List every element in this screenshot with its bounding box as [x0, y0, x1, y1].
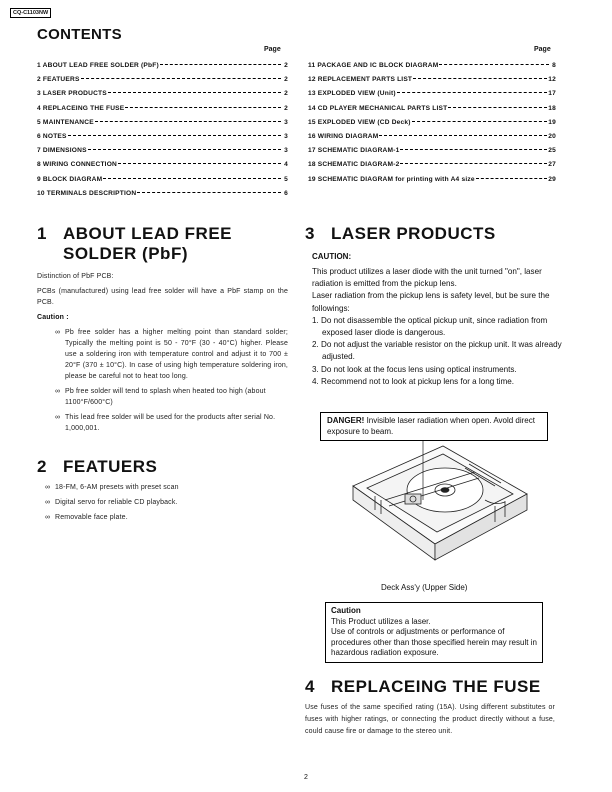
section-3-heading: 3 LASER PRODUCTS	[305, 224, 496, 243]
section-1-body	[37, 271, 288, 434]
toc-entry[interactable]: 13 EXPLODED VIEW (Unit) 17	[308, 90, 556, 98]
bullet-icon: ∞	[45, 514, 51, 521]
section-3-body: This product utilizes a laser diode with the unit turned "on", laser radiation is emitted from the pickup lens. Laser radiation from the pickup lens is safety level, but be sure the followings: 1. Do not disassemble the optical pickup unit, since radiation from exposed laser diode is dangerous. 2. Do not adjust the variable resistor on the pickup unit. It was already adjusted. 3. Do not look at the focus lens using optical instruments. 4. Recommend not to look at pickup lens for a long time.	[312, 266, 562, 388]
toc-entry[interactable]: 10 TERMINALS DESCRIPTION 6	[37, 189, 288, 197]
section-4-heading: 4 REPLACEING THE FUSE	[305, 677, 541, 696]
danger-label: DANGER!	[327, 416, 365, 425]
toc-entry[interactable]: 17 SCHEMATIC DIAGRAM-1 25	[308, 147, 556, 155]
page-column-label-left: Page	[264, 46, 281, 53]
toc-entry[interactable]: 6 NOTES 3	[37, 132, 288, 140]
toc-entry[interactable]: 14 CD PLAYER MECHANICAL PARTS LIST 18	[308, 104, 556, 112]
danger-warning-box: DANGER! Invisible laser radiation when open. Avold direct exposure to beam.	[320, 412, 548, 441]
section-1-heading: 1 ABOUT LEAD FREE SOLDER (PbF)	[37, 224, 232, 263]
list-item: 3. Do not look at the focus lens using optical instruments.	[312, 364, 517, 374]
toc-entry[interactable]: 18 SCHEMATIC DIAGRAM-2 27	[308, 161, 556, 169]
list-item: 2. Do not adjust the variable resistor on the pickup unit. It was already adjusted.	[312, 340, 562, 362]
contents-title: CONTENTS	[37, 26, 122, 43]
toc-entry[interactable]: 4 REPLACEING THE FUSE 2	[37, 104, 288, 112]
section-2-body	[45, 482, 285, 523]
toc-entry[interactable]: 3 LASER PRODUCTS 2	[37, 90, 288, 98]
toc-entry[interactable]: 8 WIRING CONNECTION 4	[37, 161, 288, 169]
list-item: 4. Recommend not to look at pickup lens for a long time.	[312, 376, 514, 386]
caution-label: Caution :	[37, 314, 69, 321]
list-item: 1. Do not disassemble the optical pickup unit, since radiation from exposed laser diode is dangerous.	[312, 315, 548, 338]
pbf-distinction: Distinction of PbF PCB:	[37, 273, 114, 280]
section-2-heading: 2 FEATUERS	[37, 457, 158, 476]
toc-right	[308, 62, 556, 190]
section-4-body: Use fuses of the same specified rating (15A). Using different substitutes or fuses with higher ratings, or connecting the product directly without a fuse, could cause fire or damage to the stereo unit.	[305, 704, 555, 735]
toc-entry[interactable]: 19 SCHEMATIC DIAGRAM for printing with A4 size 29	[308, 175, 556, 183]
toc-left	[37, 62, 288, 204]
toc-entry[interactable]: 9 BLOCK DIAGRAM 5	[37, 175, 288, 183]
toc-entry[interactable]: 2 FEATUERS 2	[37, 76, 288, 84]
page-number: 2	[304, 774, 308, 781]
list-item: ∞ Removable face plate.	[45, 514, 128, 521]
bullet-icon: ∞	[45, 499, 51, 506]
toc-entry[interactable]: 5 MAINTENANCE 3	[37, 118, 288, 126]
bullet-icon: ∞	[55, 388, 61, 395]
toc-entry[interactable]: 11 PACKAGE AND IC BLOCK DIAGRAM 8	[308, 62, 556, 69]
deck-caption: Deck Ass'y (Upper Side)	[381, 583, 468, 592]
list-item: ∞ Digital servo for reliable CD playback.	[45, 499, 178, 506]
model-tag: CQ-C1103NW	[10, 8, 51, 18]
laser-caution-box: Caution This Product utilizes a laser. Use of controls or adjustments or performance of procedures other than those specified herein may result in hazardous radiation exposure.	[325, 602, 543, 663]
toc-entry[interactable]: 12 REPLACEMENT PARTS LIST 12	[308, 76, 556, 84]
page-column-label-right: Page	[534, 46, 551, 53]
list-item: ∞ Pb free solder will tend to splash when heated too high (about 1100°F/600°C)	[55, 388, 266, 406]
toc-entry[interactable]: 7 DIMENSIONS 3	[37, 147, 288, 155]
bullet-icon: ∞	[55, 329, 61, 336]
toc-entry[interactable]: 16 WIRING DIAGRAM 20	[308, 132, 556, 140]
toc-entry[interactable]: 15 EXPLODED VIEW (CD Deck) 19	[308, 118, 556, 126]
list-item: ∞ This lead free solder will be used for the products after serial No. 1,000,001.	[55, 414, 276, 432]
toc-entry[interactable]: 1 ABOUT LEAD FREE SOLDER (PbF) 2	[37, 62, 288, 69]
bullet-icon: ∞	[55, 414, 61, 421]
pbf-stamp-text: PCBs (manufactured) using lead free solder will have a PbF stamp on the PCB.	[37, 288, 288, 306]
deck-assembly-illustration	[345, 438, 535, 578]
bullet-icon: ∞	[45, 484, 51, 491]
list-item: ∞ 18-FM, 6-AM presets with preset scan	[45, 484, 179, 491]
laser-caution-label: CAUTION:	[312, 252, 352, 261]
list-item: ∞ Pb free solder has a higher melting point than standard solder; Typically the melting point is 50 - 70°F (30 - 40°C) higher. Please use a soldering iron with temperature control and adjust it to 700 ± 20°F (370 ± 10°C). In case of using high temperature soldering iron, please be careful not to heat too long.	[55, 329, 288, 380]
